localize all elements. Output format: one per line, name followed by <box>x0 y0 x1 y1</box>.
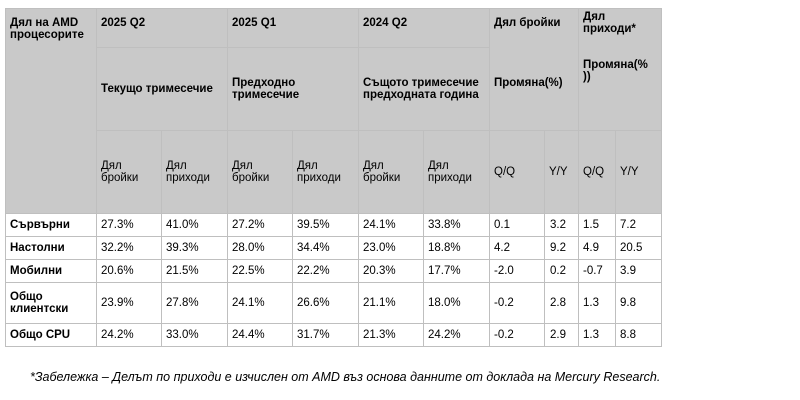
change-revenue-sub: Промяна(% )) <box>583 59 648 83</box>
table-cell: 27.3% <box>97 214 162 237</box>
footnote: *Забележка – Делът по приходи е изчислен от AMD въз основа данните от доклада на Mercury Research. <box>30 370 661 384</box>
table-cell: 23.9% <box>97 283 162 324</box>
table-cell: 2.8 <box>545 283 579 324</box>
table-cell: 9.2 <box>545 237 579 260</box>
table-cell: 17.7% <box>424 260 490 283</box>
period-code: 2025 Q1 <box>228 9 359 48</box>
market-share-table <box>5 8 662 347</box>
table-cell: 4.9 <box>579 237 616 260</box>
table-cell: 20.5 <box>616 237 662 260</box>
sub-units: Дял бройки <box>359 131 424 214</box>
table-cell: 24.2% <box>97 324 162 347</box>
table-cell: 18.0% <box>424 283 490 324</box>
sub-qq: Q/Q <box>579 131 616 214</box>
row-label: Мобилни <box>6 260 97 283</box>
table-cell: 41.0% <box>162 214 228 237</box>
change-revenue-title: Дял приходи* <box>583 11 636 35</box>
table-row <box>6 237 662 260</box>
table-cell: 22.5% <box>228 260 293 283</box>
sub-yy: Y/Y <box>616 131 662 214</box>
table-cell: 33.8% <box>424 214 490 237</box>
table-row <box>6 214 662 237</box>
sub-revenue: Дял приходи <box>162 131 228 214</box>
market-share-table-container <box>5 8 661 347</box>
table-row <box>6 283 662 324</box>
table-cell: 20.3% <box>359 260 424 283</box>
table-cell: 23.0% <box>359 237 424 260</box>
table-cell: -0.7 <box>579 260 616 283</box>
table-cell: 2.9 <box>545 324 579 347</box>
change-revenue-header <box>579 9 662 131</box>
table-row <box>6 260 662 283</box>
table-cell: 24.1% <box>359 214 424 237</box>
table-cell: 20.6% <box>97 260 162 283</box>
table-cell: -0.2 <box>490 283 545 324</box>
change-units-header <box>490 9 579 131</box>
table-cell: 24.2% <box>424 324 490 347</box>
change-units-sub: Промяна(%) <box>494 77 563 89</box>
table-cell: 22.2% <box>293 260 359 283</box>
row-label: Общо CPU <box>6 324 97 347</box>
sub-revenue: Дял приходи <box>424 131 490 214</box>
table-cell: 7.2 <box>616 214 662 237</box>
table-row <box>6 324 662 347</box>
table-cell: 3.2 <box>545 214 579 237</box>
table-cell: 39.5% <box>293 214 359 237</box>
table-cell: 21.5% <box>162 260 228 283</box>
table-cell: 28.0% <box>228 237 293 260</box>
table-cell: 0.1 <box>490 214 545 237</box>
row-label: Сървърни <box>6 214 97 237</box>
table-cell: 4.2 <box>490 237 545 260</box>
table-cell: 26.6% <box>293 283 359 324</box>
sub-units: Дял бройки <box>97 131 162 214</box>
table-cell: 21.3% <box>359 324 424 347</box>
table-cell: 24.1% <box>228 283 293 324</box>
period-desc: Предходно тримесечие <box>228 48 359 131</box>
row-label: Настолни <box>6 237 97 260</box>
table-cell: 9.8 <box>616 283 662 324</box>
table-cell: 18.8% <box>424 237 490 260</box>
row-label: Общо клиентски <box>6 283 97 324</box>
table-cell: 0.2 <box>545 260 579 283</box>
table-cell: 39.3% <box>162 237 228 260</box>
sub-revenue: Дял приходи <box>293 131 359 214</box>
table-cell: 27.8% <box>162 283 228 324</box>
table-cell: 27.2% <box>228 214 293 237</box>
table-cell: -2.0 <box>490 260 545 283</box>
change-units-title: Дял бройки <box>494 17 561 29</box>
table-cell: 1.3 <box>579 283 616 324</box>
sub-units: Дял бройки <box>228 131 293 214</box>
table-cell: 32.2% <box>97 237 162 260</box>
row-header: Дял на AMD процесорите <box>6 9 97 214</box>
table-cell: -0.2 <box>490 324 545 347</box>
table-cell: 3.9 <box>616 260 662 283</box>
period-code: 2025 Q2 <box>97 9 228 48</box>
sub-qq: Q/Q <box>490 131 545 214</box>
table-cell: 8.8 <box>616 324 662 347</box>
table-cell: 1.3 <box>579 324 616 347</box>
period-code: 2024 Q2 <box>359 9 490 48</box>
table-cell: 24.4% <box>228 324 293 347</box>
table-cell: 33.0% <box>162 324 228 347</box>
table-cell: 1.5 <box>579 214 616 237</box>
table-cell: 31.7% <box>293 324 359 347</box>
table-cell: 21.1% <box>359 283 424 324</box>
table-cell: 34.4% <box>293 237 359 260</box>
period-desc: Текущо тримесечие <box>97 48 228 131</box>
sub-yy: Y/Y <box>545 131 579 214</box>
period-desc: Същото тримесечие предходната година <box>359 48 490 131</box>
